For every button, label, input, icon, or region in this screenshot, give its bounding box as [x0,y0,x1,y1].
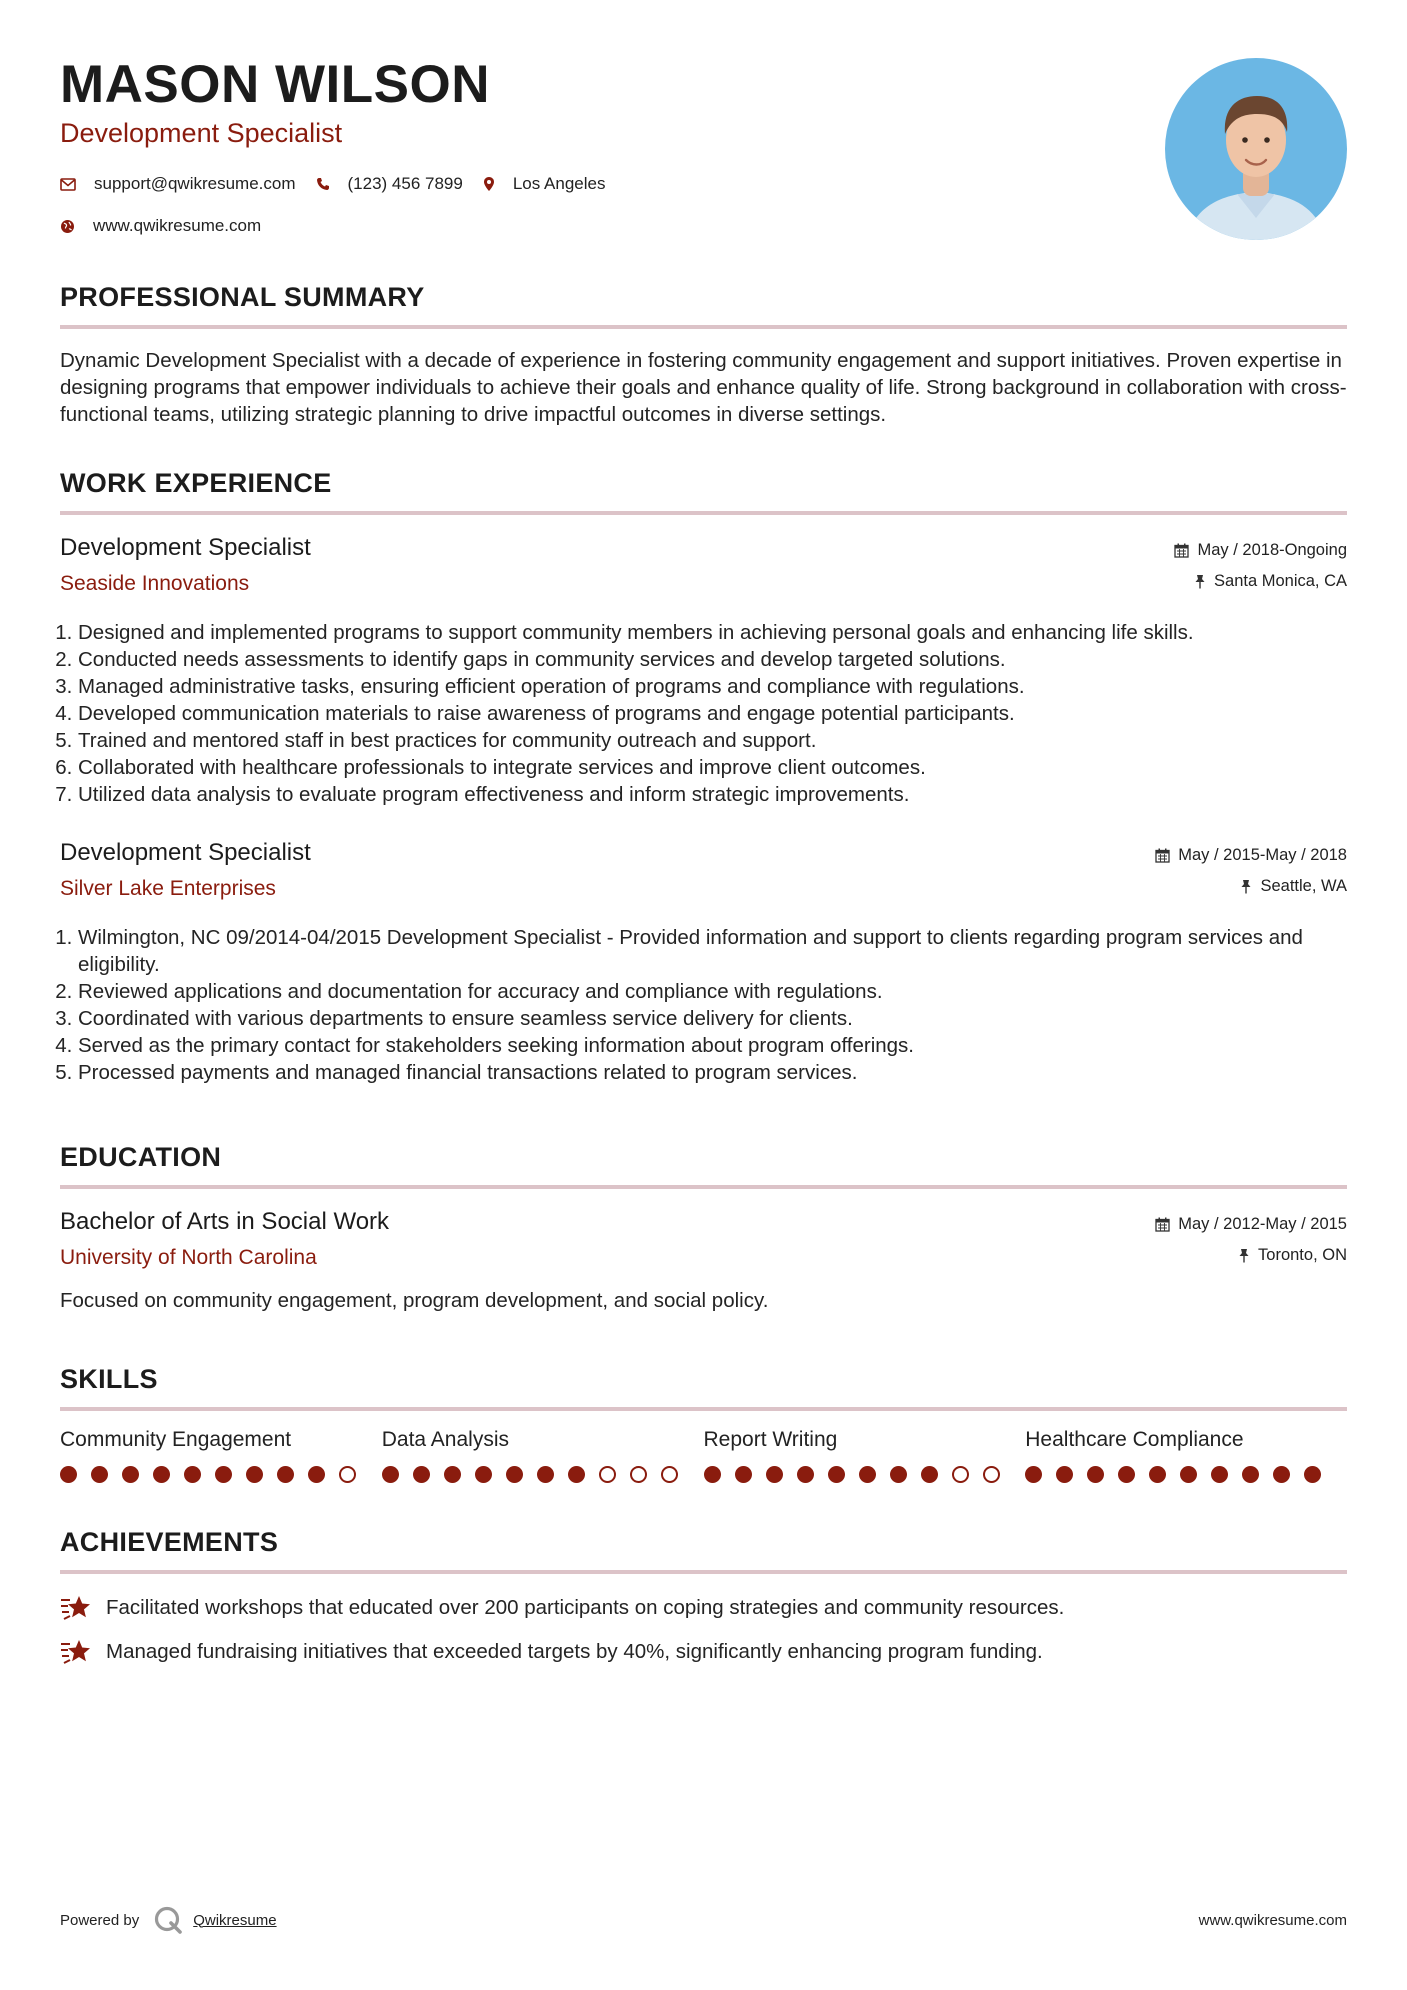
skill-rating [1025,1466,1347,1483]
skill-dot-filled [1180,1466,1197,1483]
job-entry [60,535,1347,808]
skill-dot-filled [735,1466,752,1483]
skill-dot-empty [339,1466,356,1483]
skill-dot-filled [308,1466,325,1483]
education-location-text: Toronto, ON [1258,1246,1347,1264]
skill-name: Community Engagement [60,1428,292,1451]
achievements-heading: ACHIEVEMENTS [60,1527,279,1557]
qwikresume-logo-icon [153,1905,183,1935]
education-location [1238,1246,1347,1265]
achievement-item [60,1630,1347,1674]
job-location [1194,572,1347,591]
skill-name: Data Analysis [381,1428,509,1451]
skill-dot-filled [413,1466,430,1483]
job-title: Development Specialist [60,839,311,866]
experience-heading: WORK EXPERIENCE [60,468,332,498]
skill-dot-filled [91,1466,108,1483]
job-location [1240,877,1347,896]
job-company: Seaside Innovations [60,572,250,595]
job-bullet: 7. Utilized data analysis to evaluate program effectiveness and inform strategic improvements. [78,781,1347,808]
school-name: University of North Carolina [60,1246,317,1269]
skill-dot-filled [60,1466,77,1483]
skill-dot-filled [1118,1466,1135,1483]
experience-section [60,470,1347,1086]
candidate-name: MASON WILSON [60,55,490,114]
footer-site-link[interactable]: www.qwikresume.com [1198,1911,1347,1929]
job-company: Silver Lake Enterprises [60,877,276,900]
achievement-text: Facilitated workshops that educated over 200 participants on coping strategies and community resources. [106,1596,1065,1619]
contact-row-website [60,216,281,236]
education-header [60,1209,1347,1281]
education-heading: EDUCATION [60,1142,222,1172]
job-bullet: 4. Developed communication materials to raise awareness of programs and engage potential participants. [78,700,1347,727]
job-bullet: 5. Processed payments and managed financial transactions related to program services. [78,1059,1347,1086]
achievements-section [60,1529,1347,1674]
skill-item [1025,1429,1347,1483]
job-bullet: 2. Reviewed applications and documentation for accuracy and compliance with regulations. [78,978,1347,1005]
job-bullets [60,924,1347,1086]
skill-dot-filled [704,1466,721,1483]
qwikresume-link[interactable]: Qwikresume [193,1911,277,1929]
job-date [1155,846,1347,865]
skill-dot-filled [215,1466,232,1483]
skill-dot-filled [1025,1466,1042,1483]
degree-title: Bachelor of Arts in Social Work [60,1208,390,1235]
map-pin-icon [483,176,495,192]
skill-dot-filled [506,1466,523,1483]
skill-rating [704,1466,1026,1483]
contact-phone[interactable] [316,174,463,194]
skill-dot-filled [382,1466,399,1483]
skill-dot-filled [277,1466,294,1483]
job-bullet: 3. Coordinated with various departments to ensure seamless service delivery for clients. [78,1005,1347,1032]
section-divider [60,511,1347,515]
job-bullet: 2. Conducted needs assessments to identify gaps in community services and develop targeted solutions. [78,646,1347,673]
contact-location [483,174,606,194]
skill-dot-filled [444,1466,461,1483]
skill-dot-filled [859,1466,876,1483]
envelope-icon [60,178,76,191]
skill-item [382,1429,704,1483]
job-date [1174,541,1347,560]
skill-dot-empty [630,1466,647,1483]
skill-dot-filled [475,1466,492,1483]
skill-item [704,1429,1026,1483]
job-bullet: 4. Served as the primary contact for stakeholders seeking information about program offerings. [78,1032,1347,1059]
job-header [60,840,1347,912]
skill-dot-filled [568,1466,585,1483]
job-header [60,535,1347,607]
job-title: Development Specialist [60,534,311,561]
skill-dot-filled [1056,1466,1073,1483]
skill-dot-filled [828,1466,845,1483]
skill-dot-empty [983,1466,1000,1483]
skill-dot-filled [921,1466,938,1483]
achievement-text: Managed fundraising initiatives that exceeded targets by 40%, significantly enhancing program funding. [106,1640,1043,1663]
education-description: Focused on community engagement, program development, and social policy. [60,1289,769,1312]
section-divider [60,1185,1347,1189]
skill-rating [382,1466,704,1483]
skill-dot-filled [246,1466,263,1483]
education-date [1155,1215,1347,1234]
skill-rating [60,1466,382,1483]
pushpin-icon [1194,574,1206,589]
job-bullet: 5. Trained and mentored staff in best practices for community outreach and support. [78,727,1347,754]
star-medal-icon [60,1594,92,1622]
job-bullet: 6. Collaborated with healthcare professionals to integrate services and improve client outcomes. [78,754,1347,781]
education-date-text: May / 2012-May / 2015 [1178,1215,1347,1233]
pushpin-icon [1240,879,1252,894]
achievement-item [60,1586,1347,1630]
footer [60,1900,1347,1940]
skill-dot-empty [952,1466,969,1483]
summary-section [60,284,1347,428]
skill-dot-filled [1149,1466,1166,1483]
calendar-icon [1155,848,1170,863]
skill-dot-filled [766,1466,783,1483]
contact-email-text: support@qwikresume.com [94,174,296,193]
skills-heading: SKILLS [60,1364,158,1394]
skills-section [60,1366,1347,1483]
globe-icon [60,219,75,234]
job-date-text: May / 2018-Ongoing [1197,541,1347,559]
education-entry [60,1209,1347,1314]
job-location-text: Santa Monica, CA [1214,572,1347,590]
skill-dot-filled [153,1466,170,1483]
skill-name: Healthcare Compliance [1025,1428,1244,1451]
skill-dot-filled [1304,1466,1321,1483]
skill-dot-filled [890,1466,907,1483]
section-divider [60,1407,1347,1411]
section-divider [60,325,1347,329]
skill-dot-filled [1273,1466,1290,1483]
resume-header [60,0,1347,248]
powered-by-label: Powered by [60,1911,140,1929]
star-medal-icon [60,1638,92,1666]
skill-dot-empty [661,1466,678,1483]
contact-website-text: www.qwikresume.com [93,216,262,235]
skill-dot-filled [1242,1466,1259,1483]
candidate-title: Development Specialist [60,118,343,148]
calendar-icon [1155,1217,1170,1232]
job-entry [60,840,1347,1086]
contact-location-text: Los Angeles [512,174,606,193]
summary-text: Dynamic Development Specialist with a decade of experience in fostering community engagement and support initiatives. Proven expertise in designing programs that empower individuals to achieve their goals and enhance quality of life. Strong background in collaboration with cross-functional teams, utilizing strategic planning to drive impactful outcomes in diverse settings. [60,349,1347,426]
pushpin-icon [1238,1248,1250,1263]
skill-dot-filled [537,1466,554,1483]
skill-dot-filled [797,1466,814,1483]
education-section [60,1144,1347,1314]
skill-dot-empty [599,1466,616,1483]
profile-photo [1165,58,1347,240]
job-location-text: Seattle, WA [1260,877,1347,895]
job-bullet: 3. Managed administrative tasks, ensuring efficient operation of programs and compliance with regulations. [78,673,1347,700]
contact-row [60,174,625,194]
section-divider [60,1570,1347,1574]
summary-heading: PROFESSIONAL SUMMARY [60,282,425,312]
achievements-list [60,1586,1347,1674]
skill-dot-filled [1087,1466,1104,1483]
skill-item [60,1429,382,1483]
contact-website[interactable] [60,216,261,236]
phone-icon [316,177,330,191]
powered-by [60,1905,277,1935]
profile-photo-image [1165,58,1347,240]
job-bullet: 1. Designed and implemented programs to support community members in achieving personal goals and enhancing life skills. [78,619,1347,646]
job-bullet: 1. Wilmington, NC 09/2014-04/2015 Development Specialist - Provided information and support to clients regarding program services and eligibility. [78,924,1347,978]
job-date-text: May / 2015-May / 2018 [1178,846,1347,864]
job-bullets [60,619,1347,808]
skills-list [60,1429,1347,1483]
calendar-icon [1174,543,1189,558]
contact-phone-text: (123) 456 7899 [347,174,463,193]
skill-dot-filled [184,1466,201,1483]
skill-dot-filled [122,1466,139,1483]
contact-email[interactable] [60,174,296,194]
skill-name: Report Writing [703,1428,838,1451]
skill-dot-filled [1211,1466,1228,1483]
